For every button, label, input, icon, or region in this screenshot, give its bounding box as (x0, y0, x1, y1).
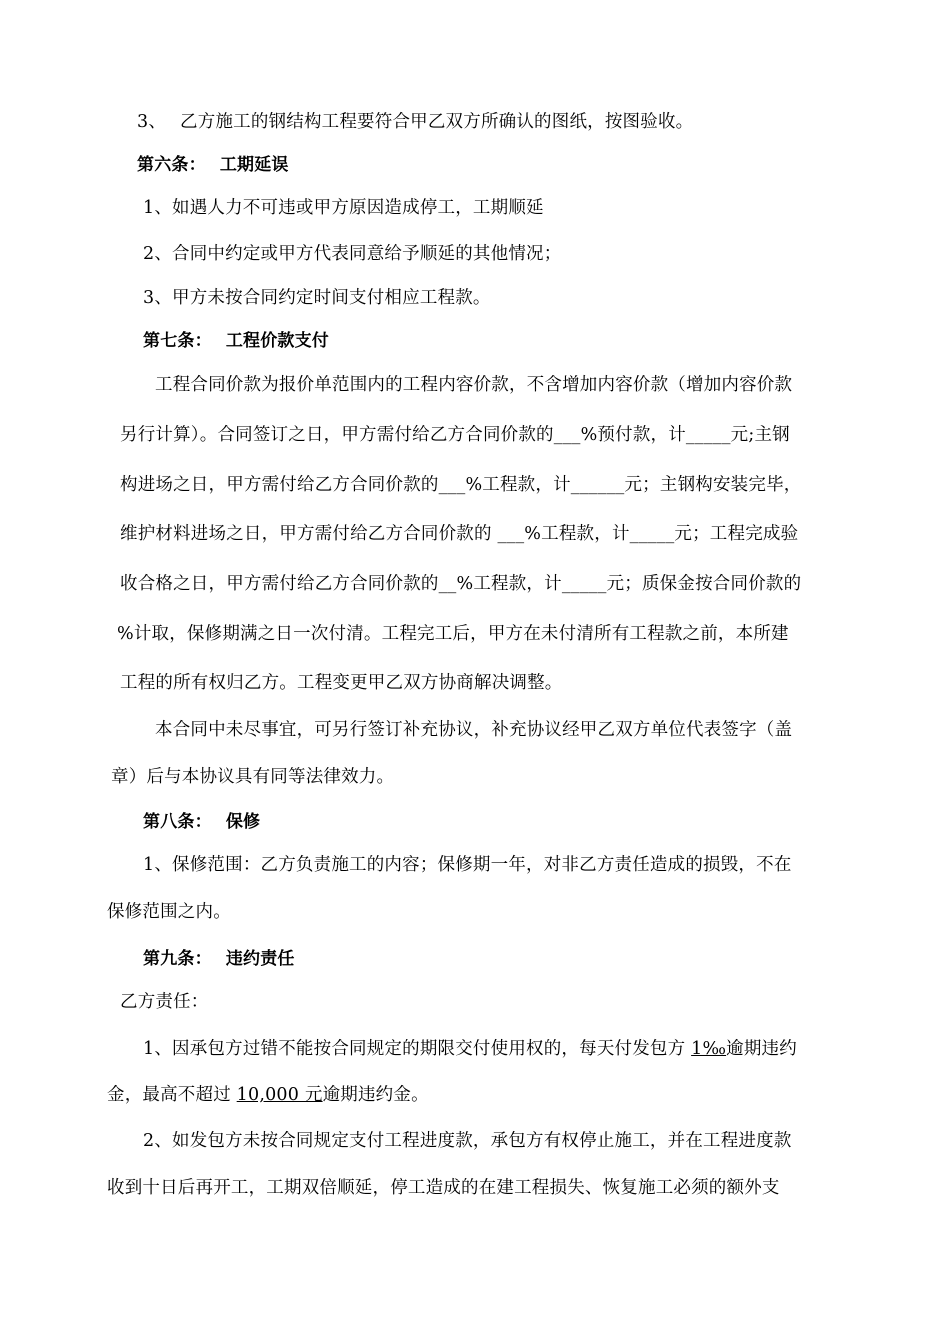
article-9-heading (143, 947, 295, 971)
article-6-item-2: 2、合同中约定或甲方代表同意给予顺延的其他情况； (143, 244, 562, 264)
article-8-item-1-line-2: 保修范围之内。 (107, 902, 231, 922)
article-7-para1-line-3: 构进场之日，甲方需付给乙方合同价款的___%工程款，计______元；主钢构安装完毕， (120, 475, 802, 495)
item-text: 1、因承包方过错不能按合同规定的期限交付使用权的，每天付发包方 (143, 1039, 692, 1059)
article-7-para1-line-2: 另行计算）。合同签订之日，甲方需付给乙方合同价款的___%预付款，计_____元;主钢 (120, 425, 790, 445)
article-label: 第八条： (143, 812, 212, 832)
article-label: 第九条： (143, 949, 212, 969)
article-7-para1-line-6: %计取，保修期满之日一次付清。工程完工后，甲方在未付清所有工程款之前，本所建 (117, 624, 789, 644)
item-text: 金，最高不超过 (107, 1085, 237, 1105)
party-b-responsibility: 乙方责任： (120, 992, 209, 1012)
article-7-heading (143, 329, 329, 353)
article-9-item-2-line-1: 2、如发包方未按合同规定支付工程进度款，承包方有权停止施工，并在工程进度款 (143, 1131, 792, 1151)
article-title: 工期延误 (219, 155, 289, 175)
article-7-para1-line-4: 维护材料进场之日，甲方需付给乙方合同价款的 ___%工程款，计_____元；工程完成验 (120, 524, 799, 544)
item-text: 逾期违约金。 (322, 1085, 429, 1105)
article-label: 第七条： (143, 331, 212, 351)
penalty-cap: 10,000 元 (236, 1085, 323, 1105)
article-title: 工程价款支付 (225, 331, 330, 351)
article-6-item-1: 1、如遇人力不可违或甲方原因造成停工，工期顺延 (143, 198, 544, 218)
clause-text: 乙方施工的钢结构工程要符合甲乙双方所确认的图纸，按图验收。 (180, 112, 694, 132)
clause-3-steel (137, 110, 693, 134)
article-9-item-1-line-2 (107, 1083, 429, 1107)
penalty-rate: 1‰ (691, 1039, 727, 1059)
article-label: 第六条： (137, 155, 206, 175)
item-text: 逾期违约 (726, 1039, 797, 1059)
article-8-heading (143, 810, 260, 834)
article-7-para1-line-1: 工程合同价款为报价单范围内的工程内容价款，不含增加内容价款（增加内容价款 (155, 375, 793, 395)
article-9-item-2-line-2: 收到十日后再开工，工期双倍顺延，停工造成的在建工程损失、恢复施工必须的额外支 (107, 1178, 780, 1198)
article-6-item-3: 3、甲方未按合同约定时间支付相应工程款。 (143, 288, 491, 308)
article-7-para2-line-2: 章）后与本协议具有同等法律效力。 (111, 767, 395, 787)
article-title: 保修 (225, 812, 261, 832)
clause-number: 3、 (137, 112, 167, 132)
article-8-item-1-line-1: 1、保修范围：乙方负责施工的内容；保修期一年，对非乙方责任造成的损毁，不在 (143, 855, 792, 875)
article-7-para2-line-1: 本合同中未尽事宜，可另行签订补充协议，补充协议经甲乙双方单位代表签字（盖 (155, 720, 793, 740)
article-6-heading (137, 153, 289, 177)
article-7-para1-line-7: 工程的所有权归乙方。工程变更甲乙双方协商解决调整。 (120, 673, 563, 693)
article-9-item-1-line-1 (143, 1037, 797, 1061)
article-7-para1-line-5: 收合格之日，甲方需付给乙方合同价款的__%工程款，计_____元；质保金按合同价款的 (120, 574, 802, 594)
article-title: 违约责任 (225, 949, 295, 969)
